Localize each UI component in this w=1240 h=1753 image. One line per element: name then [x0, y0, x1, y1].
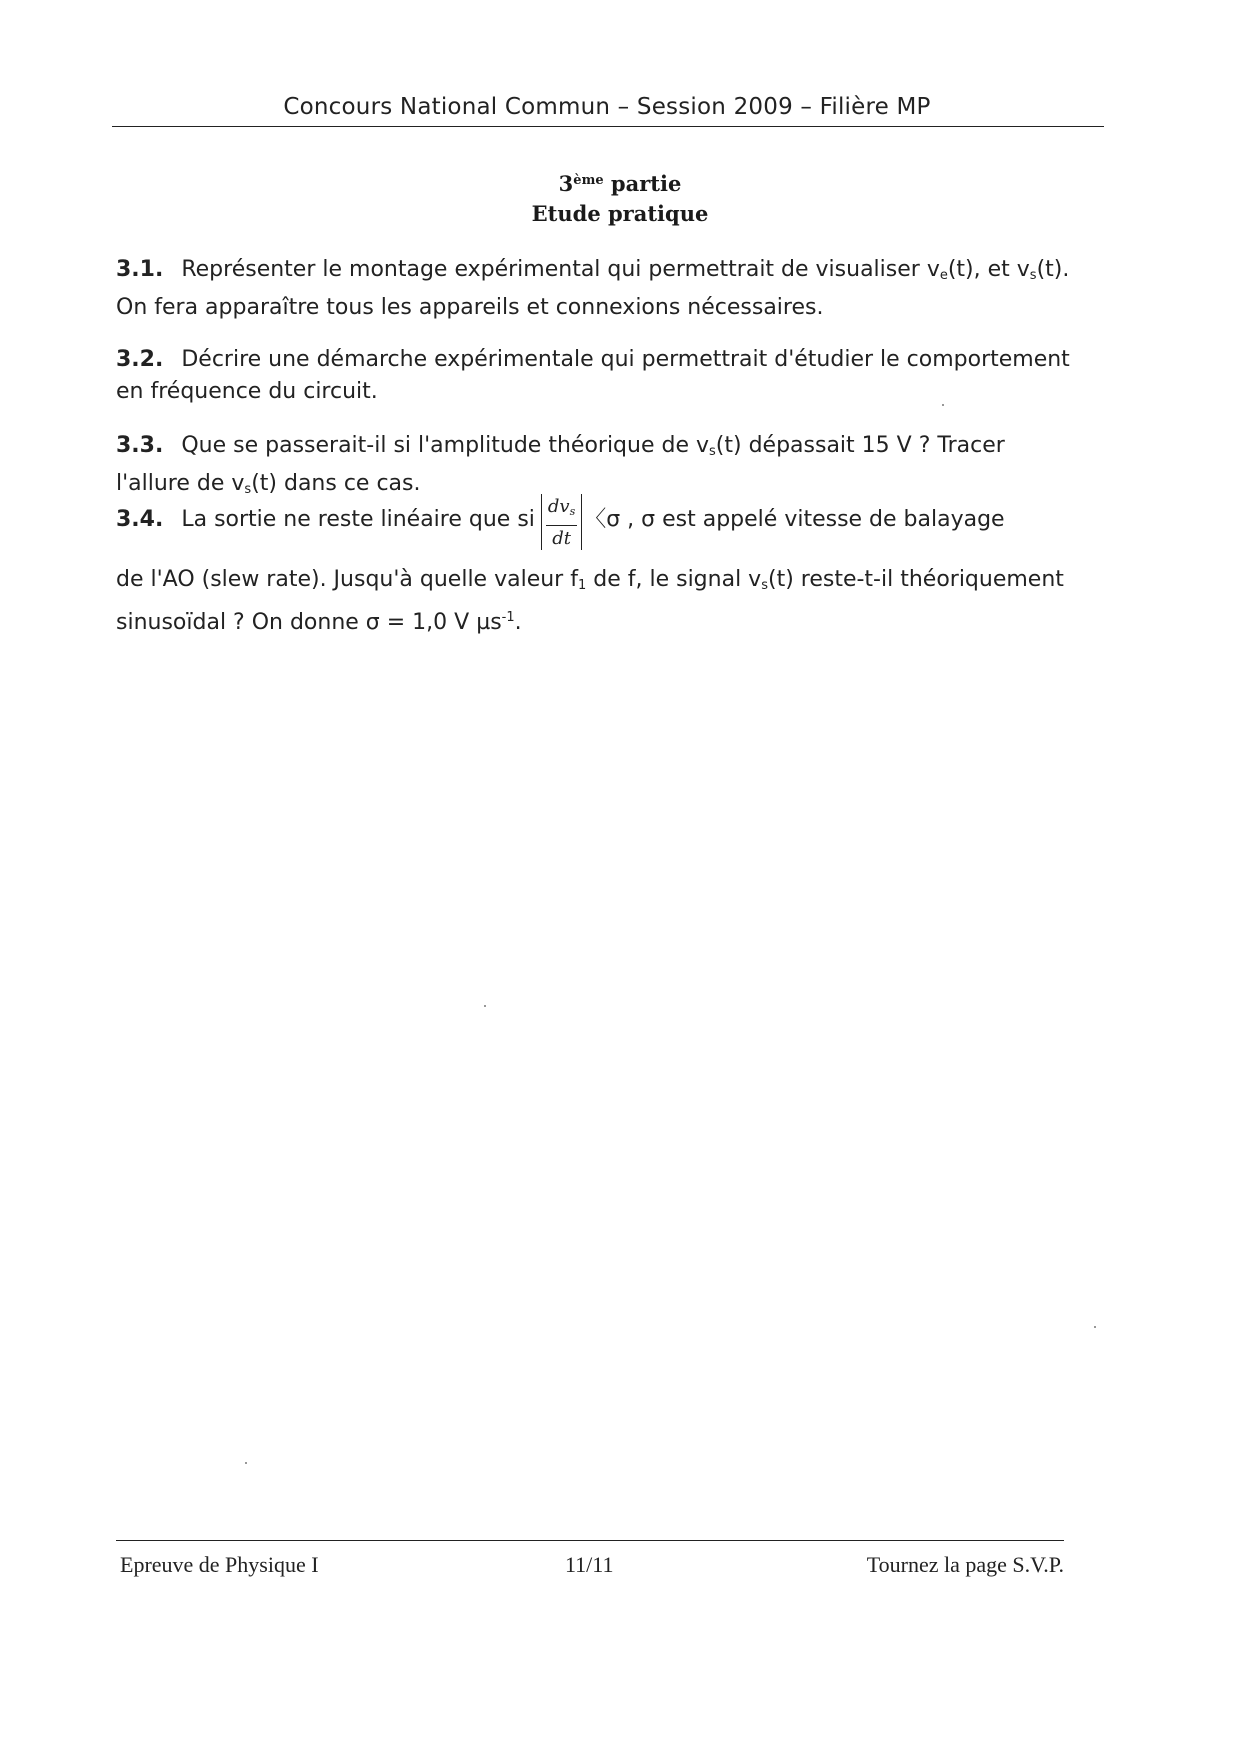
page-header: [112, 94, 1102, 120]
section-part-line: [0, 166, 1240, 199]
subscript: s: [244, 482, 252, 497]
abs-value-bars: [541, 494, 582, 550]
question-3-2: [116, 344, 1076, 408]
header-title: Concours National Commun – Session 2009 – Filière MP: [283, 94, 931, 120]
subscript: s: [569, 505, 576, 518]
question-number: 3.3.: [116, 433, 164, 458]
scan-speck: [1094, 1326, 1096, 1328]
question-text: de f, le signal v: [586, 567, 762, 592]
section-heading: [0, 166, 1240, 229]
subscript: e: [939, 268, 948, 283]
subscript: s: [709, 444, 716, 459]
question-text: .: [514, 610, 522, 635]
scan-speck: [942, 404, 944, 406]
question-text: (t). On fera apparaître tous les appareils et connexions nécessaires.: [116, 257, 1070, 320]
footer-turn-page: Tournez la page S.V.P.: [866, 1552, 1064, 1577]
derivative-fraction: [546, 494, 577, 552]
scan-speck: [484, 1005, 486, 1007]
question-text: La sortie ne reste linéaire que si: [181, 507, 535, 532]
footer-page-number: 11/11: [565, 1552, 614, 1577]
question-number: 3.1.: [116, 257, 164, 282]
question-text: (t), et v: [947, 257, 1030, 282]
question-text: (t) dans ce cas.: [251, 471, 421, 496]
section-word: partie: [610, 171, 682, 196]
footer-exam-name: Epreuve de Physique I: [120, 1552, 319, 1577]
numerator-text: dv: [547, 496, 570, 517]
subscript: 1: [577, 578, 587, 593]
header-divider: [112, 126, 1104, 127]
subscript: s: [761, 578, 768, 593]
question-text: Que se passerait-il si l'amplitude théorique de v: [181, 433, 710, 458]
question-text: (t) reste-t-il théoriquement sinusoïdal ? On donne σ = 1,0 V µs: [116, 567, 1064, 635]
section-subtitle: Etude pratique: [531, 201, 709, 226]
footer-divider: [116, 1540, 1064, 1541]
question-text: (t) dépassait 15 V ? Tracer l'allure de v: [116, 433, 1005, 496]
question-3-4-continued: [116, 564, 1076, 639]
question-3-4: [116, 492, 1076, 548]
superscript: -1: [501, 610, 515, 625]
scan-speck: [245, 1462, 247, 1464]
fraction-denominator: dt: [552, 528, 571, 549]
question-number: 3.2.: [116, 347, 164, 372]
question-3-1: [116, 254, 1076, 324]
question-text: Décrire une démarche expérimentale qui permettrait d'étudier le comportement en fréquence du circuit.: [116, 347, 1070, 404]
section-ordinal-sup: ème: [573, 173, 604, 188]
fraction-numerator: [546, 494, 577, 526]
question-text: de l'AO (slew rate). Jusqu'à quelle valeur f: [116, 567, 578, 592]
question-text: 〈σ , σ est appelé vitesse de balayage: [584, 507, 1005, 532]
question-text: Représenter le montage expérimental qui permettrait de visualiser v: [181, 257, 940, 282]
section-ordinal: 3: [558, 171, 574, 196]
question-number: 3.4.: [116, 507, 164, 532]
subscript: s: [1029, 268, 1037, 283]
